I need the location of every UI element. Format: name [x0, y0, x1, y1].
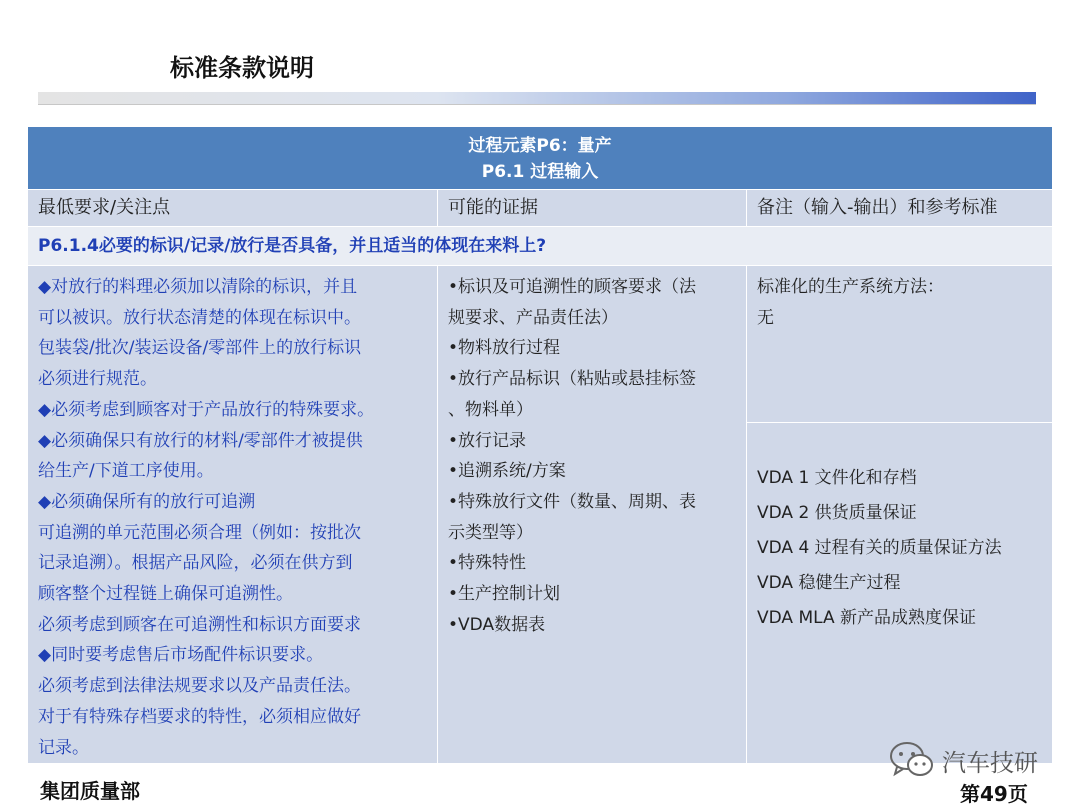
evidence-line: 、物料单） — [448, 399, 533, 420]
header-sub-element: P6.1 过程输入 — [481, 162, 599, 182]
requirement-line: 必须考虑到顾客在可追溯性和标识方面要求 — [38, 614, 361, 635]
requirement-line: ◆必须确保所有的放行可追溯 — [38, 491, 256, 512]
title-underline-shadow — [38, 104, 1036, 105]
footer-mask — [30, 763, 230, 777]
reference-standard-line: VDA 稳健生产过程 — [757, 573, 901, 593]
evidence-line: •生产控制计划 — [448, 584, 561, 605]
column-header-evidence: 可能的证据 — [438, 190, 747, 227]
evidence-cell — [438, 266, 747, 764]
requirement-line: 可以被识。放行状态清楚的体现在标识中。 — [38, 307, 361, 328]
requirement-line: ◆同时要考虑售后市场配件标识要求。 — [38, 645, 324, 666]
title-underline-bar — [38, 92, 1036, 104]
evidence-line: 示类型等） — [448, 522, 533, 543]
requirement-line: 对于有特殊存档要求的特性，必须相应做好 — [38, 706, 361, 727]
column-header-notes: 备注（输入-输出）和参考标准 — [747, 190, 1053, 227]
requirement-line: ◆对放行的料理必须加以清除的标识，并且 — [38, 277, 358, 297]
reference-standard-line: VDA MLA 新产品成熟度保证 — [757, 608, 977, 628]
requirement-line: 包装袋/批次/装运设备/零部件上的放行标识 — [38, 338, 362, 359]
notes-line: 标准化的生产系统方法： — [757, 277, 944, 297]
evidence-line: •物料放行过程 — [448, 338, 561, 359]
requirement-line: 必须进行规范。 — [38, 369, 157, 390]
evidence-line: •追溯系统/方案 — [448, 461, 566, 482]
header-process-element: 过程元素P6：量产 — [468, 136, 612, 156]
notes-standard-approach-cell — [747, 266, 1053, 423]
evidence-line: •放行产品标识（粘贴或悬挂标签 — [448, 369, 697, 390]
evidence-line: •VDA数据表 — [448, 614, 546, 635]
requirement-line: ◆必须考虑到顾客对于产品放行的特殊要求。 — [38, 399, 375, 420]
reference-standard-line: VDA 4 过程有关的质量保证方法 — [757, 538, 1002, 558]
evidence-line: •特殊特性 — [448, 553, 527, 574]
requirement-line: ◆必须确保只有放行的材料/零部件才被提供 — [38, 430, 363, 451]
notes-line: 无 — [757, 307, 774, 328]
requirements-table — [27, 126, 1053, 764]
evidence-line: •特殊放行文件（数量、周期、表 — [448, 491, 697, 512]
requirement-line: 记录追溯）。根据产品风险，必须在供方到 — [38, 553, 353, 574]
question-row: P6.1.4必要的标识/记录/放行是否具备，并且适当的体现在来料上? — [28, 227, 1053, 266]
min-requirements-cell — [28, 266, 438, 764]
page-number: 第49页 — [960, 782, 1028, 806]
requirement-line: 给生产/下道工序使用。 — [38, 461, 214, 482]
requirement-line: 可追溯的单元范围必须合理（例如：按批次 — [38, 522, 361, 543]
evidence-line: •放行记录 — [448, 430, 527, 451]
wechat-icon — [888, 740, 936, 780]
slide-title: 标准条款说明 — [170, 54, 314, 82]
reference-standard-line: VDA 2 供货质量保证 — [757, 503, 917, 523]
requirement-line: 必须考虑到法律法规要求以及产品责任法。 — [38, 676, 361, 697]
reference-standard-line: VDA 1 文件化和存档 — [757, 468, 917, 488]
watermark — [888, 740, 1038, 780]
evidence-line: •标识及可追溯性的顾客要求（法 — [448, 277, 697, 297]
requirement-line: 记录。 — [38, 737, 89, 758]
requirement-line: 顾客整个过程链上确保可追溯性。 — [38, 584, 293, 605]
notes-reference-standards-cell — [747, 423, 1053, 764]
watermark-text: 汽车技研 — [942, 748, 1038, 777]
footer-department: 集团质量部 — [40, 779, 140, 803]
column-header-min-requirements: 最低要求/关注点 — [28, 190, 438, 227]
table-header — [28, 127, 1053, 190]
evidence-line: 规要求、产品责任法） — [448, 307, 618, 328]
